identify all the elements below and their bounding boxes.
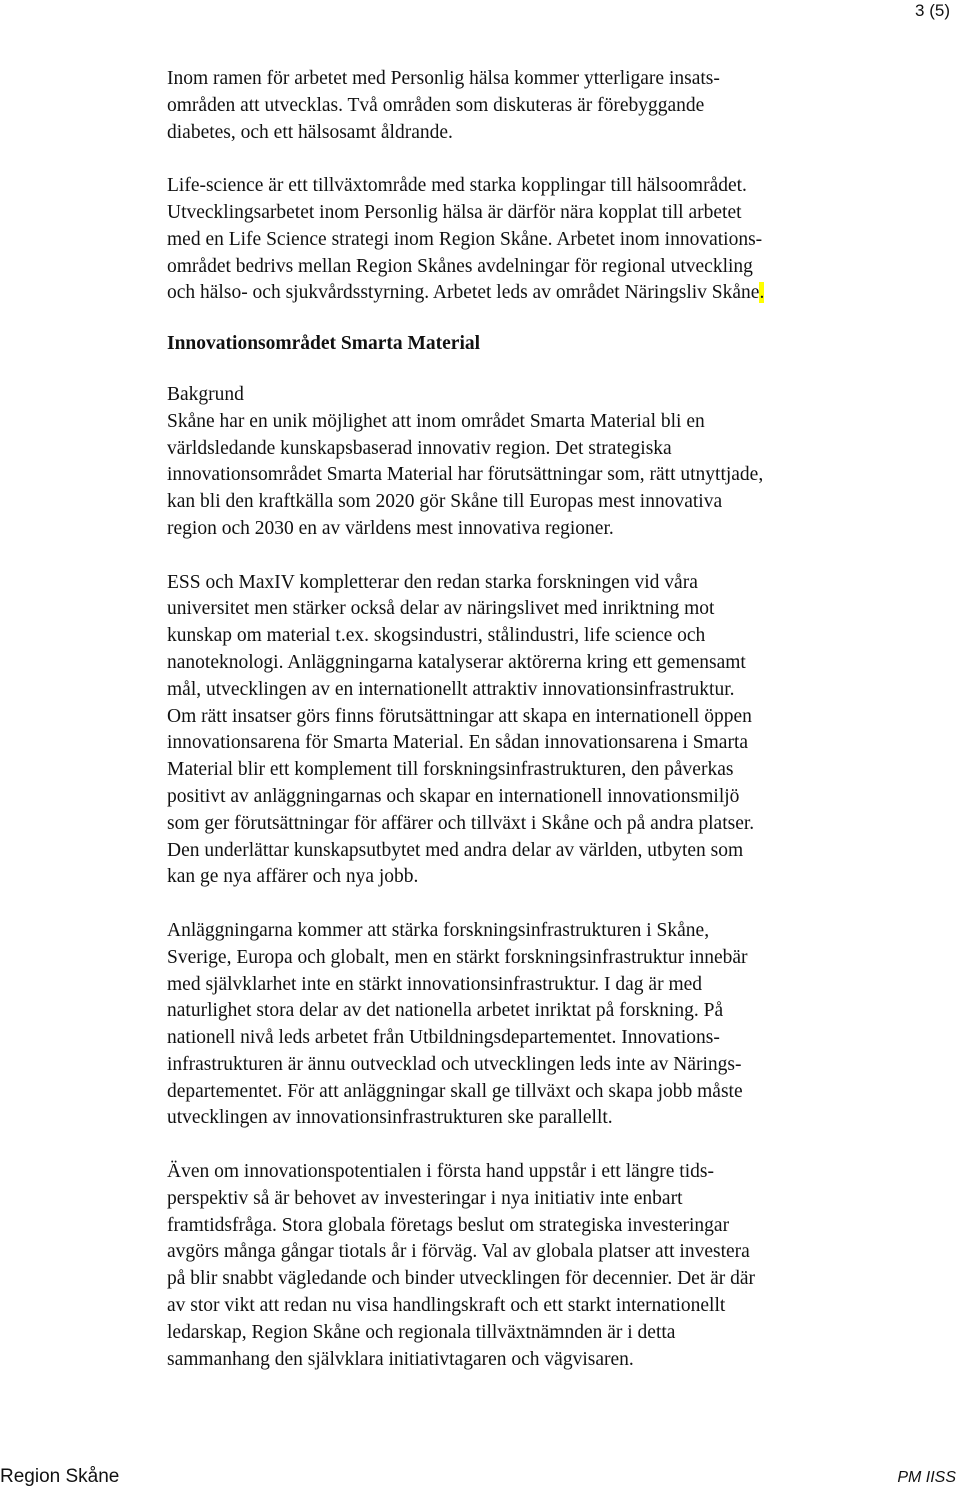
text-line: Inom ramen för arbetet med Personlig hälsa kommer ytterligare insats- <box>167 68 720 89</box>
text-line: på blir snabbt vägledande och binder utvecklingen för decennier. Det är där <box>167 1268 756 1290</box>
text-line: ledarskap, Region Skåne och regionala tillväxtnämnden är i detta <box>167 1321 676 1343</box>
text-line: Material blir ett komplement till forskningsinfrastrukturen, den påverkas <box>167 759 734 781</box>
document-body <box>167 66 887 1373</box>
text-line: Sverige, Europa och globalt, men en stärkt forskningsinfrastruktur innebär <box>167 946 748 968</box>
footer-document-id: PM IISS <box>897 1469 956 1486</box>
text-line: kan ge nya affärer och nya jobb. <box>167 866 419 888</box>
section-heading: Innovationsområdet Smarta Material <box>167 333 481 355</box>
text-line-content: och hälso- och sjukvårdsstyrning. Arbetet leds av området Näringsliv Skåne <box>167 282 760 304</box>
text-line: Även om innovationspotentialen i första hand uppstår i ett längre tids- <box>167 1161 714 1183</box>
text-line: kan bli den kraftkälla som 2020 gör Skåne till Europas mest innovativa <box>167 491 723 513</box>
text-line: innovationsarena för Smarta Material. En sådan innovationsarena i Smarta <box>167 732 749 754</box>
text-line: perspektiv så är behovet av investeringar i nya initiativ inte enbart <box>167 1187 683 1209</box>
paragraph-3 <box>167 409 887 543</box>
text-line: framtidsfråga. Stora globala företags beslut om strategiska investeringar <box>167 1214 730 1236</box>
subheading: Bakgrund <box>167 383 244 405</box>
text-line: sammanhang den självklara initiativtagaren och vägvisaren. <box>167 1348 634 1370</box>
paragraph-5 <box>167 918 887 1132</box>
text-line: som ger förutsättningar för affärer och tillväxt i Skåne och på andra platser. <box>167 812 755 834</box>
paragraph-6 <box>167 1159 887 1373</box>
text-line: naturlighet stora delar av det nationella arbetet inriktat på forskning. På <box>167 1000 724 1022</box>
text-line: Den underlättar kunskapsutbytet med andra delar av världen, utbyten som <box>167 839 744 861</box>
paragraph-2 <box>167 173 887 307</box>
text-line: utvecklingen av innovationsinfrastrukturen ske parallellt. <box>167 1107 613 1129</box>
text-line: med självklarhet inte en stärkt innovationsinfrastruktur. I dag är med <box>167 973 703 995</box>
text-line <box>167 280 887 307</box>
text-line: positivt av anläggningarnas och skapar en internationell innovationsmiljö <box>167 785 740 807</box>
text-line: Om rätt insatser görs finns förutsättningar att skapa en internationell öppen <box>167 705 752 727</box>
text-line: universitet men stärker också delar av näringslivet med inriktning mot <box>167 598 715 620</box>
paragraph-1 <box>167 66 887 146</box>
text-line: med en Life Science strategi inom Region Skåne. Arbetet inom innovations- <box>167 228 763 250</box>
page-number: 3 (5) <box>915 1 950 20</box>
text-line: avgörs många gångar tiotals år i förväg. Val av globala platser att investera <box>167 1241 750 1263</box>
text-line: diabetes, och ett hälsosamt åldrande. <box>167 121 453 143</box>
text-line: ESS och MaxIV kompletterar den redan starka forskningen vid våra <box>167 571 698 593</box>
text-line: Anläggningarna kommer att stärka forskningsinfrastrukturen i Skåne, <box>167 919 710 941</box>
text-line: området bedrivs mellan Region Skånes avdelningar för regional utveckling <box>167 255 753 277</box>
footer-organization: Region Skåne <box>0 1466 120 1487</box>
paragraph-4 <box>167 570 887 892</box>
text-line: nanoteknologi. Anläggningarna katalyserar aktörerna kring ett gemensamt <box>167 651 746 673</box>
text-line: Life-science är ett tillväxtområde med starka kopplingar till hälsoområdet. <box>167 175 747 197</box>
text-line: nationell nivå leds arbetet från Utbildningsdepartementet. Innovations- <box>167 1027 720 1049</box>
text-line: Skåne har en unik möjlighet att inom området Smarta Material bli en <box>167 410 705 432</box>
text-line: mål, utvecklingen av en internationellt attraktiv innovationsinfrastruktur. <box>167 678 735 700</box>
text-line: världsledande kunskapsbaserad innovativ region. Det strategiska <box>167 437 672 459</box>
text-line: departementet. För att anläggningar skall ge tillväxt och skapa jobb måste <box>167 1080 743 1102</box>
text-line: innovationsområdet Smarta Material har förutsättningar som, rätt utnyttjade, <box>167 464 764 486</box>
text-line: region och 2030 en av världens mest innovativa regioner. <box>167 517 614 539</box>
text-line: Utvecklingsarbetet inom Personlig hälsa är därför nära kopplat till arbetet <box>167 201 742 223</box>
text-line: områden att utvecklas. Två områden som diskuteras är förebyggande <box>167 94 705 116</box>
text-line: kunskap om material t.ex. skogsindustri, stålindustri, life science och <box>167 625 706 647</box>
text-line: infrastrukturen är ännu outvecklad och utvecklingen leds inte av Närings- <box>167 1053 742 1075</box>
highlighted-period: . <box>759 282 765 304</box>
text-line: av stor vikt att redan nu visa handlingskraft och ett starkt internationellt <box>167 1295 726 1317</box>
